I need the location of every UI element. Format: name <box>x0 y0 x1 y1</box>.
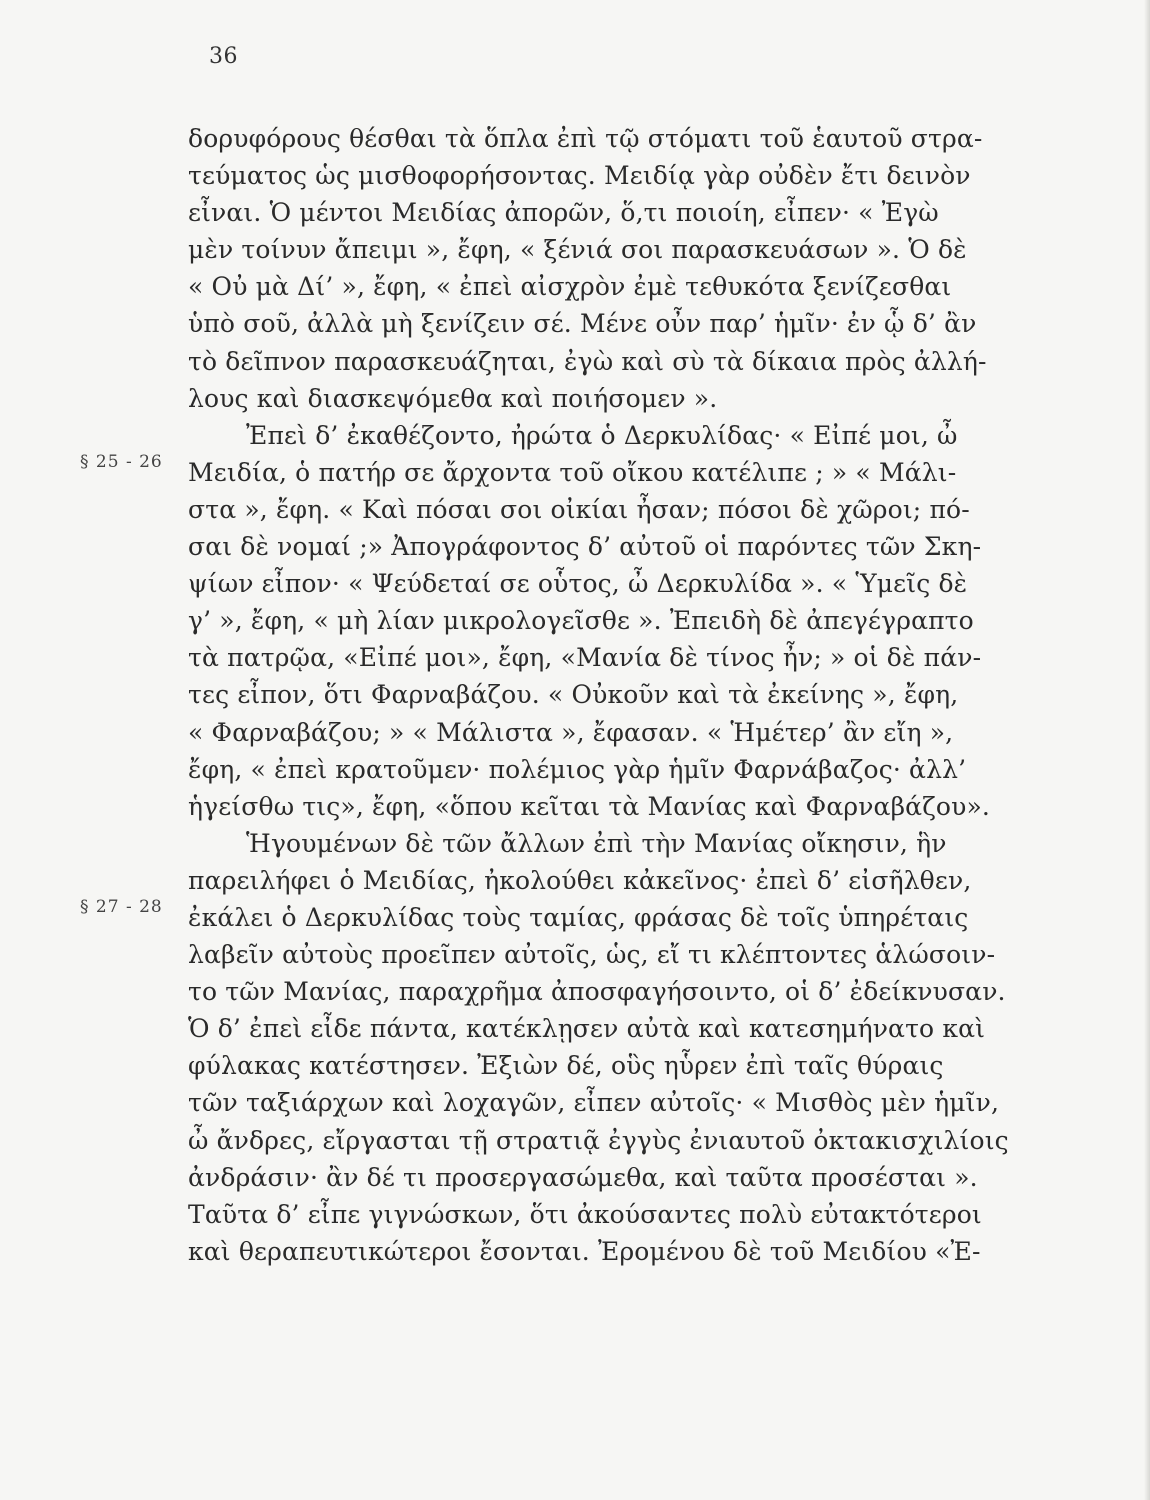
margin-note-section-27-28: § 27 - 28 <box>80 897 163 917</box>
text-line: τεύματος ὡς μισθοφορήσοντας. Μειδίᾳ γὰρ οὐδὲν ἔτι δεινὸν <box>188 161 971 191</box>
text-line: ἐκάλει ὁ Δερκυλίδας τοὺς ταμίας, φράσας δὲ τοῖς ὑπηρέταις <box>188 902 969 932</box>
body-text <box>188 120 1058 1270</box>
text-line: Μειδία, ὁ πατήρ σε ἄρχοντα τοῦ οἴκου κατέλιπε ; » « Μάλι- <box>188 457 957 487</box>
text-line: ἡγείσθω τις», ἔφη, «ὅπου κεῖται τὰ Μανίας καὶ Φαρναβάζου». <box>188 791 991 821</box>
text-line: φύλακας κατέστησεν. Ἐξιὼν δέ, οὓς ηὗρεν ἐπὶ ταῖς θύραις <box>188 1051 944 1081</box>
text-line: στα », ἔφη. « Καὶ πόσαι σοι οἰκίαι ἦσαν; πόσοι δὲ χῶροι; πό- <box>188 494 970 524</box>
text-line: καὶ θεραπευτικώτεροι ἔσονται. Ἐρομένου δὲ τοῦ Μειδίου «Ἐ- <box>188 1236 981 1266</box>
page-edge-shadow <box>1144 0 1150 1500</box>
text-line: ἔφη, « ἐπεὶ κρατοῦμεν· πολέμιος γὰρ ἡμῖν Φαρνάβαζος· ἀλλ’ <box>188 754 967 784</box>
text-line: το τῶν Μανίας, παραχρῆμα ἀποσφαγήσοιντο, οἱ δ’ ἐδείκνυσαν. <box>188 977 1006 1007</box>
page-number: 36 <box>209 44 238 69</box>
text-line: Ταῦτα δ’ εἶπε γιγνώσκων, ὅτι ἀκούσαντες πολὺ εὐτακτότεροι <box>188 1199 982 1229</box>
text-line: παρειλήφει ὁ Μειδίας, ἠκολούθει κἀκεῖνος· ἐπεὶ δ’ εἰσῆλθεν, <box>188 865 972 895</box>
margin-note-section-25-26: § 25 - 26 <box>80 452 163 472</box>
text-line: γ’ », ἔφη, « μὴ λίαν μικρολογεῖσθε ». Ἐπειδὴ δὲ ἀπεγέγραπτο <box>188 606 974 636</box>
text-line: τὰ πατρῷα, «Εἰπέ μοι», ἔφη, «Μανία δὲ τίνος ἦν; » οἱ δὲ πάν- <box>188 643 982 673</box>
text-line: Ὁ δ’ ἐπεὶ εἶδε πάντα, κατέκλῃσεν αὐτὰ καὶ κατεσημήνατο καὶ <box>188 1014 986 1044</box>
text-line: λους καὶ διασκεψόμεθα καὶ ποιήσομεν ». <box>188 383 718 413</box>
text-line: τὸ δεῖπνον παρασκευάζηται, ἐγὼ καὶ σὺ τὰ δίκαια πρὸς ἀλλή- <box>188 346 987 376</box>
text-line: ὦ ἄνδρες, εἴργασται τῇ στρατιᾷ ἐγγὺς ἐνιαυτοῦ ὀκτακισχιλίοις <box>188 1125 1009 1155</box>
text-line: τῶν ταξιάρχων καὶ λοχαγῶν, εἶπεν αὐτοῖς· « Μισθὸς μὲν ἡμῖν, <box>188 1088 1000 1118</box>
text-line-paragraph-start: Ἡγουμένων δὲ τῶν ἄλλων ἐπὶ τὴν Μανίας οἴκησιν, ἣν <box>246 828 947 858</box>
text-line: σαι δὲ νομαί ;» Ἀπογράφοντος δ’ αὐτοῦ οἱ παρόντες τῶν Σκη- <box>188 532 982 562</box>
text-line: τες εἶπον, ὅτι Φαρναβάζου. « Οὐκοῦν καὶ τὰ ἐκείνης », ἔφη, <box>188 680 959 710</box>
text-line: « Φαρναβάζου; » « Μάλιστα », ἔφασαν. « Ἡμέτερ’ ἂν εἴη », <box>188 717 954 747</box>
text-line-paragraph-start: Ἐπεὶ δ’ ἐκαθέζοντο, ἠρώτα ὁ Δερκυλίδας· « Εἰπέ μοι, ὦ <box>246 420 958 450</box>
text-line: δορυφόρους θέσθαι τὰ ὅπλα ἐπὶ τῷ στόματι τοῦ ἑαυτοῦ στρα- <box>188 124 983 153</box>
text-line: λαβεῖν αὐτοὺς προεῖπεν αὐτοῖς, ὡς, εἴ τι κλέπτοντες ἁλώσοιν- <box>188 940 996 970</box>
text-line: εἶναι. Ὁ μέντοι Μειδίας ἀπορῶν, ὅ,τι ποιοίη, εἶπεν· « Ἐγὼ <box>188 198 939 228</box>
text-line: ὑπὸ σοῦ, ἀλλὰ μὴ ξενίζειν σέ. Μένε οὖν παρ’ ἡμῖν· ἐν ᾧ δ’ ἂν <box>188 309 977 339</box>
text-line: ψίων εἶπον· « Ψεύδεταί σε οὗτος, ὦ Δερκυλίδα ». « Ὑμεῖς δὲ <box>188 569 968 599</box>
text-line: μὲν τοίνυν ἄπειμι », ἔφη, « ξένιά σοι παρασκευάσων ». Ὁ δὲ <box>188 235 967 265</box>
text-line: « Οὐ μὰ Δί’ », ἔφη, « ἐπεὶ αἰσχρὸν ἐμὲ τεθυκότα ξενίζεσθαι <box>188 272 952 302</box>
text-line: ἀνδράσιν· ἂν δέ τι προσεργασώμεθα, καὶ ταῦτα προσέσται ». <box>188 1162 978 1192</box>
